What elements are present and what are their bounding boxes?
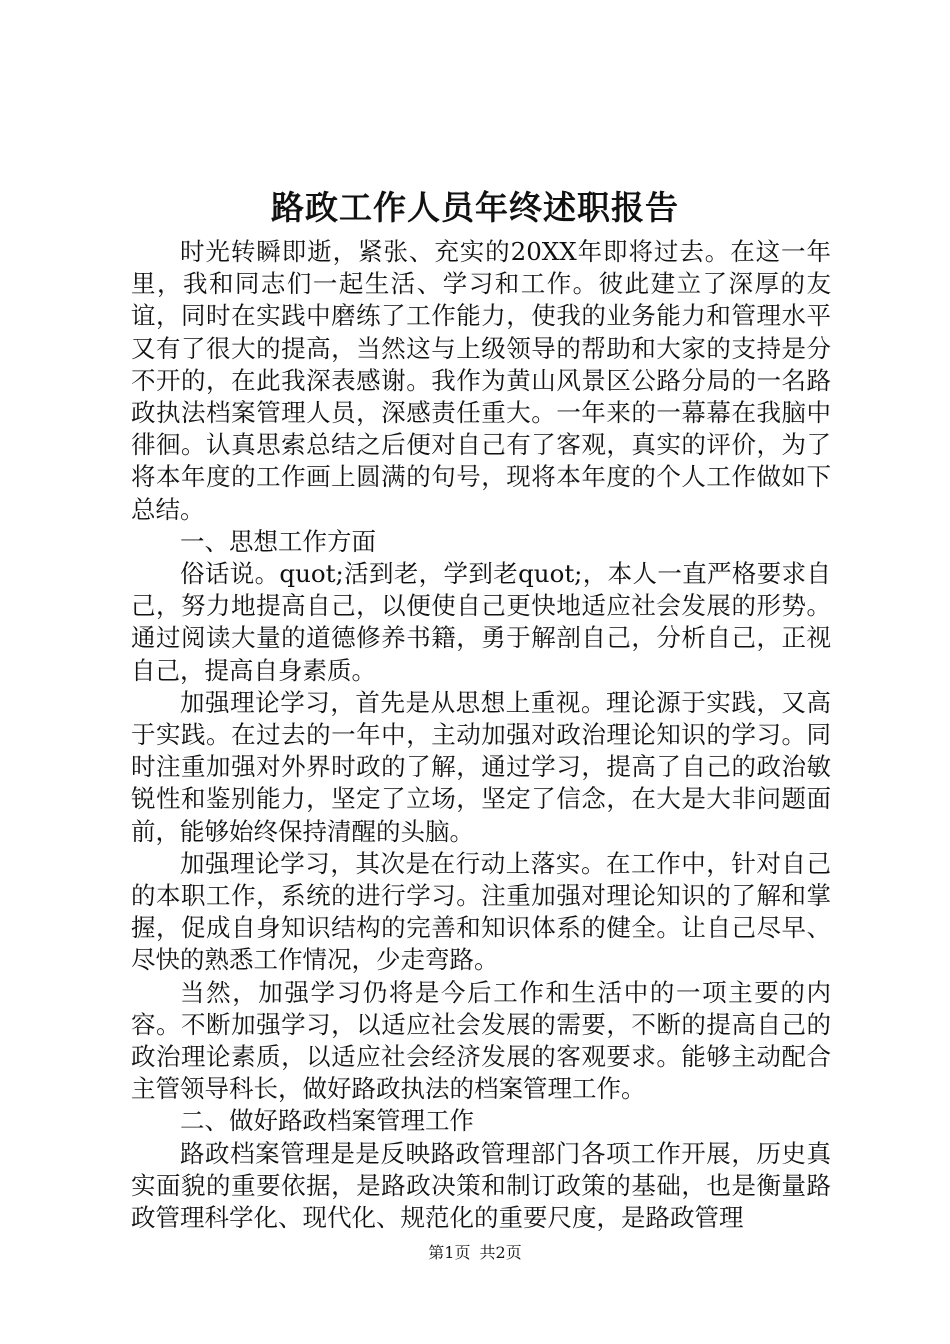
document-body (131, 236, 831, 1234)
paragraph: 加强理论学习，首先是从思想上重视。理论源于实践，又高于实践。在过去的一年中，主动加强对政治理论知识的学习。同时注重加强对外界时政的了解，通过学习，提高了自己的政治敏锐性和鉴别能力，坚定了立场，坚定了信念，在大是大非问题面前，能够始终保持清醒的头脑。 (131, 687, 831, 846)
paragraph: 俗话说。quot;活到老，学到老quot;，本人一直严格要求自己，努力地提高自己，以便使自己更快地适应社会发展的形势。通过阅读大量的道德修养书籍，勇于解剖自己，分析自己，正视自己，提高自身素质。 (131, 559, 831, 685)
section-heading-2: 二、做好路政档案管理工作 (180, 1106, 474, 1136)
paragraph: 路政档案管理是是反映路政管理部门各项工作开展，历史真实面貌的重要依据，是路政决策和制订政策的基础，也是衡量路政管理科学化、现代化、规范化的重要尺度，是路政管理 (131, 1138, 831, 1233)
paragraph: 当然，加强学习仍将是今后工作和生活中的一项主要的内容。不断加强学习，以适应社会发展的需要，不断的提高自己的政治理论素质，以适应社会经济发展的客观要求。能够主动配合主管领导科长，做好路政执法的档案管理工作。 (131, 977, 831, 1104)
page-number: 第1页 (428, 1243, 471, 1262)
paragraph-intro: 时光转瞬即逝，紧张、充实的20XX年即将过去。在这一年里，我和同志们一起生活、学习和工作。彼此建立了深厚的友谊，同时在实践中磨练了工作能力，使我的业务能力和管理水平又有了很大的提高，当然这与上级领导的帮助和大家的支持是分不开的，在此我深表感谢。我作为黄山风景区公路分局的一名路政执法档案管理人员，深感责任重大。一年来的一幕幕在我脑中徘徊。认真思索总结之后便对自己有了客观，真实的评价，为了将本年度的工作画上圆满的句号，现将本年度的个人工作做如下总结。 (131, 237, 831, 524)
document-title: 路政工作人员年终述职报告 (271, 188, 679, 227)
page-total: 共2页 (479, 1243, 522, 1262)
page-footer (0, 1242, 950, 1264)
section-heading-1: 一、思想工作方面 (180, 526, 376, 556)
paragraph: 加强理论学习，其次是在行动上落实。在工作中，针对自己的本职工作，系统的进行学习。注重加强对理论知识的了解和掌握，促成自身知识结构的完善和知识体系的健全。让自己尽早、尽快的熟悉工作情况，少走弯路。 (131, 848, 831, 975)
